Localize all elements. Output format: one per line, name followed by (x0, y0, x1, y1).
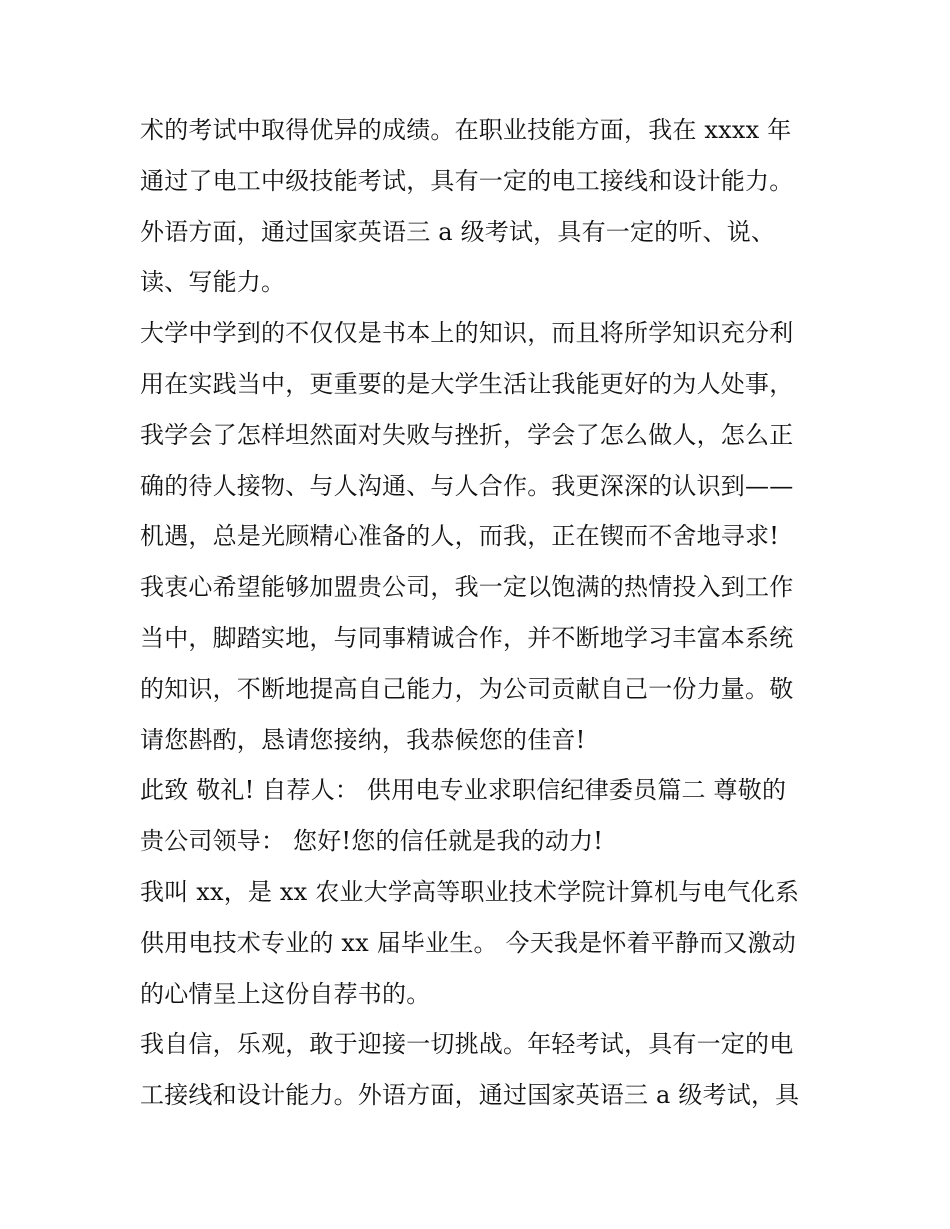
text-line: 我衷心希望能够加盟贵公司，我一定以饱满的热情投入到工作 (140, 573, 794, 602)
text-line: 的知识，不断地提高自己能力，为公司贡献自己一份力量。敬 (140, 674, 794, 703)
text-line: 通过了电工中级技能考试，具有一定的电工接线和设计能力。 (140, 166, 794, 195)
text-line: 供用电技术专业的 xx 届毕业生。 今天我是怀着平静而又激动 (140, 928, 796, 957)
text-line: 我叫 xx，是 xx 农业大学高等职业技术学院计算机与电气化系 (140, 877, 800, 906)
text-line: 读、写能力。 (140, 268, 286, 297)
text-line: 确的待人接物、与人沟通、与人合作。我更深深的认识到—— (140, 471, 794, 500)
text-line: 此致 敬礼! 自荐人： 供用电专业求职信纪律委员篇二 尊敬的 (140, 776, 787, 805)
text-line: 的心情呈上这份自荐书的。 (140, 979, 431, 1008)
text-line: 我自信，乐观，敢于迎接一切挑战。年轻考试，具有一定的电 (140, 1030, 794, 1059)
text-line: 机遇，总是光顾精心准备的人，而我，正在锲而不舍地寻求! (140, 522, 780, 551)
text-line: 术的考试中取得优异的成绩。在职业技能方面，我在 xxxx 年 (140, 116, 792, 144)
text-line: 当中，脚踏实地，与同事精诚合作，并不断地学习丰富本系统 (140, 623, 794, 652)
text-line: 外语方面，通过国家英语三 a 级考试，具有一定的听、说、 (140, 217, 776, 246)
text-line: 贵公司领导： 您好!您的信任就是我的动力! (140, 827, 604, 856)
text-line: 工接线和设计能力。外语方面，通过国家英语三 a 级考试，具 (140, 1081, 800, 1110)
document-body (140, 105, 830, 1121)
text-line: 我学会了怎样坦然面对失败与挫折，学会了怎么做人，怎么正 (140, 420, 794, 449)
text-line: 用在实践当中，更重要的是大学生活让我能更好的为人处事， (140, 369, 794, 398)
text-line: 大学中学到的不仅仅是书本上的知识，而且将所学知识充分利 (140, 319, 794, 348)
text-line: 请您斟酌，恳请您接纳，我恭候您的佳音! (140, 725, 586, 754)
